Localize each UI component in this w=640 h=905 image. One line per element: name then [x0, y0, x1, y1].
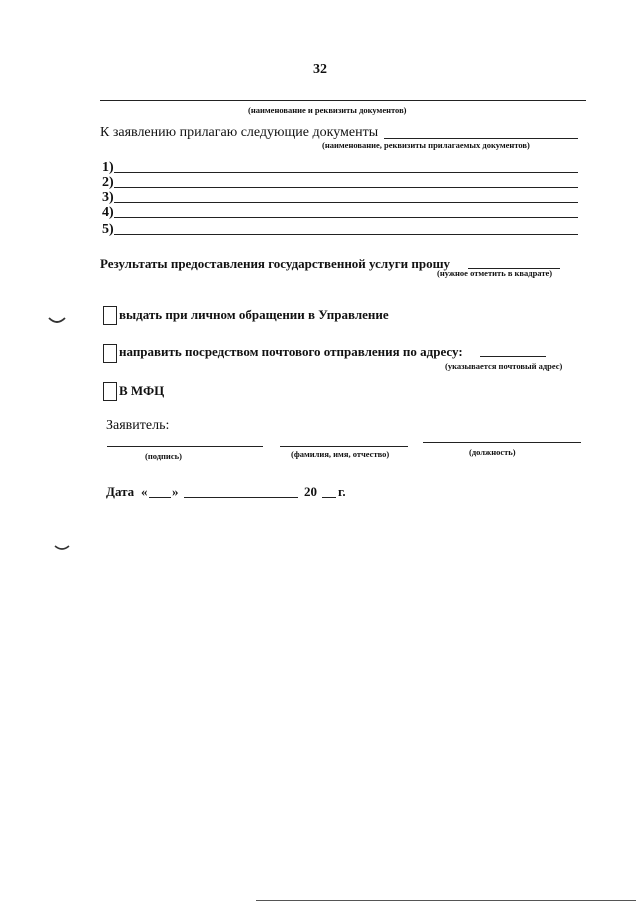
signature-line — [107, 446, 263, 447]
list-item-number: 5) — [102, 222, 114, 237]
mfc-label: В МФЦ — [119, 383, 165, 398]
full-name-caption: (фамилия, имя, отчество) — [291, 449, 390, 459]
hole-punch-mark-top — [48, 316, 66, 326]
date-year-suffix: г. — [338, 484, 346, 499]
applicant-label: Заявитель: — [106, 418, 170, 433]
month-line — [184, 497, 298, 498]
position-caption: (должность) — [469, 447, 516, 457]
attach-line — [384, 138, 578, 139]
mfc-checkbox[interactable] — [103, 382, 117, 401]
date-close-quote: » — [172, 484, 179, 499]
by-mail-label: направить посредством почтового отправления по адресу: — [119, 344, 463, 359]
list-item-line — [114, 217, 578, 218]
result-label: Результаты предоставления государственной услуги прошу — [100, 256, 451, 271]
list-item-number: 4) — [102, 205, 114, 220]
date-century: 20 — [304, 484, 317, 499]
attach-caption: (наименование, реквизиты прилагаемых документов) — [322, 140, 530, 150]
list-item-line — [114, 172, 578, 173]
position-line — [423, 442, 581, 443]
in-person-label: выдать при личном обращении в Управление — [119, 307, 389, 322]
day-line — [149, 497, 171, 498]
page-number: 32 — [313, 62, 327, 77]
list-item-number: 2) — [102, 175, 114, 190]
documents-caption: (наименование и реквизиты документов) — [248, 105, 407, 115]
list-item-number: 1) — [102, 160, 114, 175]
date-open-quote: « — [141, 484, 148, 499]
full-name-line — [280, 446, 408, 447]
address-line — [480, 356, 546, 357]
hole-punch-mark-bottom — [54, 544, 70, 552]
by-mail-checkbox[interactable] — [103, 344, 117, 363]
date-label: Дата — [106, 484, 135, 499]
address-caption: (указывается почтовый адрес) — [445, 361, 563, 371]
signature-caption: (подпись) — [145, 451, 182, 461]
list-item-number: 3) — [102, 190, 114, 205]
list-item-line — [114, 234, 578, 235]
result-caption: (нужное отметить в квадрате) — [437, 268, 553, 278]
attach-label: К заявлению прилагаю следующие документы — [100, 125, 379, 140]
year-line — [322, 497, 336, 498]
list-item-line — [114, 202, 578, 203]
bottom-edge-line — [256, 900, 636, 901]
list-item-line — [114, 187, 578, 188]
in-person-checkbox[interactable] — [103, 306, 117, 325]
documents-line — [100, 100, 586, 101]
